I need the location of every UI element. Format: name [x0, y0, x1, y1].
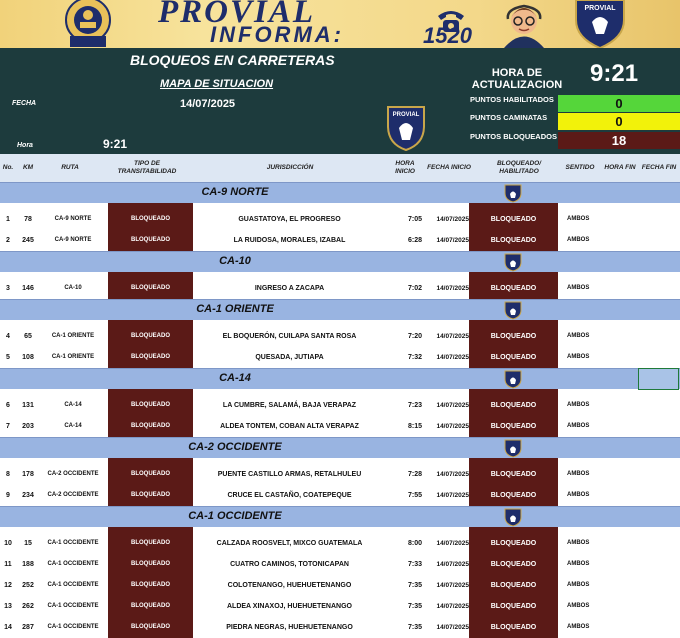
hora-value: 9:21 — [103, 137, 128, 151]
cell-jurisdiccion: CRUCE EL CASTAÑO, COATEPEQUE — [227, 492, 352, 499]
cell-ruta: CA-1 OCCIDENTE — [47, 582, 99, 588]
cell-tipo: BLOQUEADO — [131, 471, 170, 477]
cell-ruta: CA-14 — [64, 402, 82, 408]
cell-fecha-inicio: 14/07/2025 — [436, 561, 469, 568]
cell-no: 5 — [6, 354, 10, 361]
cell-no: 13 — [4, 603, 12, 610]
banner — [0, 0, 680, 48]
cell-no: 3 — [6, 285, 10, 292]
cell-jurisdiccion: EL BOQUERÓN, CUILAPA SANTA ROSA — [222, 333, 357, 340]
cell-no: 12 — [4, 582, 12, 589]
cell-tipo: BLOQUEADO — [131, 561, 170, 567]
table-row[interactable] — [0, 416, 680, 437]
table-row[interactable] — [0, 554, 680, 575]
table-row[interactable] — [0, 617, 680, 638]
table-row[interactable] — [0, 326, 680, 347]
cell-hora-inicio: 7:05 — [407, 216, 422, 223]
cell-hora-inicio: 8:00 — [407, 540, 422, 547]
cell-fecha-inicio: 14/07/2025 — [436, 402, 469, 409]
cell-estado: BLOQUEADO — [490, 561, 537, 568]
cell-hora-inicio: 7:32 — [407, 354, 422, 361]
cell-km: 178 — [22, 471, 34, 478]
hora-label: Hora — [17, 142, 33, 149]
cell-estado: BLOQUEADO — [490, 285, 537, 292]
provial-shield-icon — [503, 301, 523, 320]
cell-ruta: CA-1 ORIENTE — [51, 333, 95, 339]
cell-sentido: AMBOS — [567, 492, 590, 498]
col-hora-fin: HORA FIN — [604, 164, 636, 171]
col-tipo: TIPO DE TRANSITABILIDAD — [117, 160, 177, 175]
cell-km: 287 — [22, 624, 34, 631]
cell-km: 131 — [22, 402, 34, 409]
puntos-bloqueados-value[interactable]: 18 — [558, 132, 680, 149]
mascot-avatar — [498, 1, 550, 48]
table-row[interactable] — [0, 596, 680, 617]
cell-fecha-inicio: 14/07/2025 — [436, 216, 469, 223]
cell-jurisdiccion: CUATRO CAMINOS, TOTONICAPAN — [230, 561, 349, 568]
table-row[interactable] — [0, 209, 680, 230]
update-label: HORA DE ACTUALIZACION — [471, 67, 563, 91]
cell-no: 6 — [6, 402, 10, 409]
cell-fecha-inicio: 14/07/2025 — [436, 492, 469, 499]
cell-no: 2 — [6, 237, 10, 244]
puntos-habilitados-label: PUNTOS HABILITADOS — [470, 95, 554, 104]
cell-km: 252 — [22, 582, 34, 589]
cell-sentido: AMBOS — [567, 423, 590, 429]
section-title: CA-1 ORIENTE — [196, 303, 274, 315]
cell-sentido: AMBOS — [567, 237, 590, 243]
section-header[interactable] — [0, 251, 680, 272]
cell-jurisdiccion: COLOTENANGO, HUEHUETENANGO — [227, 582, 352, 589]
cell-fecha-inicio: 14/07/2025 — [436, 354, 469, 361]
cell-hora-inicio: 7:35 — [407, 603, 422, 610]
table-row[interactable] — [0, 395, 680, 416]
table-row[interactable] — [0, 464, 680, 485]
cell-tipo: BLOQUEADO — [131, 285, 170, 291]
col-hora-inicio: HORA INICIO — [395, 160, 415, 175]
col-fecha-inicio: FECHA INICIO — [427, 164, 471, 171]
cell-fecha-inicio: 14/07/2025 — [436, 540, 469, 547]
section-header[interactable] — [0, 182, 680, 203]
cell-tipo: BLOQUEADO — [131, 423, 170, 429]
cell-fecha-inicio: 14/07/2025 — [436, 624, 469, 631]
cell-fecha-inicio: 14/07/2025 — [436, 582, 469, 589]
fecha-label: FECHA — [12, 100, 37, 107]
col-estado: BLOQUEADO/ HABILITADO — [496, 160, 542, 175]
cell-fecha-inicio: 14/07/2025 — [436, 471, 469, 478]
cell-km: 234 — [22, 492, 34, 499]
cell-no: 8 — [6, 471, 10, 478]
cell-no: 10 — [4, 540, 12, 547]
cell-ruta: CA-1 OCCIDENTE — [47, 561, 99, 567]
cell-no: 9 — [6, 492, 10, 499]
table-row[interactable] — [0, 278, 680, 299]
cell-ruta: CA-9 NORTE — [54, 216, 92, 222]
cell-jurisdiccion: LA CUMBRE, SALAMÁ, BAJA VERAPAZ — [222, 402, 357, 409]
section-title: CA-10 — [219, 255, 251, 267]
puntos-bloqueados-label: PUNTOS BLOQUEADOS — [470, 132, 557, 141]
cell-jurisdiccion: CALZADA ROOSVELT, MIXCO GUATEMALA — [216, 540, 363, 547]
fecha-value: 14/07/2025 — [180, 98, 236, 110]
cell-hora-inicio: 8:15 — [407, 423, 422, 430]
provial-shield-logo — [568, 0, 632, 48]
cell-jurisdiccion: PUENTE CASTILLO ARMAS, RETALHULEU — [217, 471, 362, 478]
cop-seal-logo — [44, 0, 132, 48]
cell-estado: BLOQUEADO — [490, 354, 537, 361]
cell-fecha-inicio: 14/07/2025 — [436, 423, 469, 430]
banner-subtitle: INFORMA: — [210, 22, 344, 47]
cell-estado: BLOQUEADO — [490, 333, 537, 340]
cell-fecha-inicio: 14/07/2025 — [436, 603, 469, 610]
cell-tipo: BLOQUEADO — [131, 402, 170, 408]
cell-jurisdiccion: GUASTATOYA, EL PROGRESO — [238, 216, 341, 223]
cell-km: 245 — [22, 237, 34, 244]
cell-jurisdiccion: LA RUIDOSA, MORALES, IZABAL — [233, 237, 346, 244]
table-row[interactable] — [0, 575, 680, 596]
cell-ruta: CA-1 OCCIDENTE — [47, 624, 99, 630]
cell-hora-inicio: 7:23 — [407, 402, 422, 409]
puntos-habilitados-value[interactable]: 0 — [558, 95, 680, 112]
cell-sentido: AMBOS — [567, 624, 590, 630]
cell-sentido: AMBOS — [567, 471, 590, 477]
cell-hora-inicio: 7:28 — [407, 471, 422, 478]
cell-hora-inicio: 7:55 — [407, 492, 422, 499]
table-row[interactable] — [0, 230, 680, 251]
section-header[interactable] — [0, 299, 680, 320]
col-sentido: SENTIDO — [565, 164, 595, 171]
cell-hora-inicio: 7:33 — [407, 561, 422, 568]
banner-phone-number: 1520 — [423, 23, 472, 48]
cell-jurisdiccion: INGRESO A ZACAPA — [254, 285, 325, 292]
provial-shield-icon — [503, 439, 523, 458]
cell-km: 203 — [22, 423, 34, 430]
col-km: KM — [22, 164, 34, 171]
cell-estado: BLOQUEADO — [490, 216, 537, 223]
cell-sentido: AMBOS — [567, 402, 590, 408]
table-row[interactable] — [0, 485, 680, 506]
cell-hora-inicio: 6:28 — [407, 237, 422, 244]
provial-shield-icon — [385, 104, 427, 152]
banner-title: PROVIAL — [158, 0, 316, 30]
section-title: CA-1 OCCIDENTE — [188, 510, 282, 522]
column-header-row — [0, 154, 680, 182]
cell-ruta: CA-1 OCCIDENTE — [47, 540, 99, 546]
table-row[interactable] — [0, 533, 680, 554]
banner-shield-text: PROVIAL — [584, 5, 616, 12]
cell-km: 65 — [24, 333, 32, 340]
cell-estado: BLOQUEADO — [490, 492, 537, 499]
cell-no: 4 — [6, 333, 10, 340]
cell-hora-inicio: 7:02 — [407, 285, 422, 292]
cell-estado: BLOQUEADO — [490, 582, 537, 589]
cell-ruta: CA-10 — [64, 285, 82, 291]
cell-fecha-inicio: 14/07/2025 — [436, 333, 469, 340]
cell-sentido: AMBOS — [567, 285, 590, 291]
section-title: CA-14 — [219, 372, 251, 384]
cell-fecha-inicio: 14/07/2025 — [436, 237, 469, 244]
section-title: CA-2 OCCIDENTE — [188, 441, 282, 453]
cell-hora-inicio: 7:20 — [407, 333, 422, 340]
cell-sentido: AMBOS — [567, 582, 590, 588]
cell-ruta: CA-14 — [64, 423, 82, 429]
cell-tipo: BLOQUEADO — [131, 354, 170, 360]
cell-sentido: AMBOS — [567, 354, 590, 360]
puntos-caminatas-value[interactable]: 0 — [558, 113, 680, 130]
cell-no: 1 — [6, 216, 10, 223]
section-header[interactable] — [0, 506, 680, 527]
cell-sentido: AMBOS — [567, 561, 590, 567]
col-ruta: RUTA — [61, 164, 79, 171]
cell-sentido: AMBOS — [567, 333, 590, 339]
col-no: No. — [2, 164, 14, 171]
cell-no: 14 — [4, 624, 12, 631]
selected-cell[interactable] — [638, 368, 679, 390]
cell-jurisdiccion: PIEDRA NEGRAS, HUEHUETENANGO — [226, 624, 353, 631]
cell-tipo: BLOQUEADO — [131, 582, 170, 588]
cell-no: 7 — [6, 423, 10, 430]
header-panel — [0, 48, 680, 154]
section-header[interactable] — [0, 437, 680, 458]
cell-ruta: CA-9 NORTE — [54, 237, 92, 243]
provial-shield-icon — [503, 253, 523, 272]
cell-tipo: BLOQUEADO — [131, 603, 170, 609]
cell-km: 78 — [24, 216, 32, 223]
cell-estado: BLOQUEADO — [490, 237, 537, 244]
cell-estado: BLOQUEADO — [490, 624, 537, 631]
map-label: MAPA DE SITUACION — [160, 78, 274, 90]
cell-tipo: BLOQUEADO — [131, 237, 170, 243]
cell-km: 15 — [24, 540, 32, 547]
cell-estado: BLOQUEADO — [490, 603, 537, 610]
cell-km: 188 — [22, 561, 34, 568]
cell-tipo: BLOQUEADO — [131, 540, 170, 546]
cell-estado: BLOQUEADO — [490, 471, 537, 478]
page-title: BLOQUEOS EN CARRETERAS — [130, 52, 335, 68]
provial-shield-icon — [503, 508, 523, 527]
col-fecha-fin: FECHA FIN — [641, 164, 677, 171]
cell-no: 11 — [4, 561, 12, 568]
section-title: CA-9 NORTE — [201, 186, 269, 198]
cell-sentido: AMBOS — [567, 540, 590, 546]
cell-hora-inicio: 7:35 — [407, 582, 422, 589]
cell-sentido: AMBOS — [567, 603, 590, 609]
col-jurisdiccion: JURISDICCIÓN — [266, 164, 314, 171]
header-shield-text: PROVIAL — [392, 112, 420, 118]
table-body — [0, 182, 680, 638]
cell-ruta: CA-1 ORIENTE — [51, 354, 95, 360]
cell-estado: BLOQUEADO — [490, 423, 537, 430]
cell-tipo: BLOQUEADO — [131, 216, 170, 222]
cell-hora-inicio: 7:35 — [407, 624, 422, 631]
cell-jurisdiccion: ALDEA XINAXOJ, HUEHUETENANGO — [227, 603, 352, 610]
cell-tipo: BLOQUEADO — [131, 492, 170, 498]
cell-ruta: CA-2 OCCIDENTE — [47, 471, 99, 477]
cell-km: 146 — [22, 285, 34, 292]
cell-sentido: AMBOS — [567, 216, 590, 222]
cell-jurisdiccion: ALDEA TONTEM, COBAN ALTA VERAPAZ — [220, 423, 359, 430]
cell-tipo: BLOQUEADO — [131, 624, 170, 630]
cell-estado: BLOQUEADO — [490, 402, 537, 409]
cell-fecha-inicio: 14/07/2025 — [436, 285, 469, 292]
puntos-caminatas-label: PUNTOS CAMINATAS — [470, 113, 548, 122]
cell-estado: BLOQUEADO — [490, 540, 537, 547]
cell-km: 108 — [22, 354, 34, 361]
provial-shield-icon — [503, 370, 523, 389]
table-row[interactable] — [0, 347, 680, 368]
cell-ruta: CA-1 OCCIDENTE — [47, 603, 99, 609]
update-time: 9:21 — [590, 60, 639, 87]
cell-ruta: CA-2 OCCIDENTE — [47, 492, 99, 498]
section-header[interactable] — [0, 368, 680, 389]
cell-km: 262 — [22, 603, 34, 610]
cell-jurisdiccion: QUESADA, JUTIAPA — [255, 354, 324, 361]
provial-shield-icon — [503, 184, 523, 203]
cell-tipo: BLOQUEADO — [131, 333, 170, 339]
